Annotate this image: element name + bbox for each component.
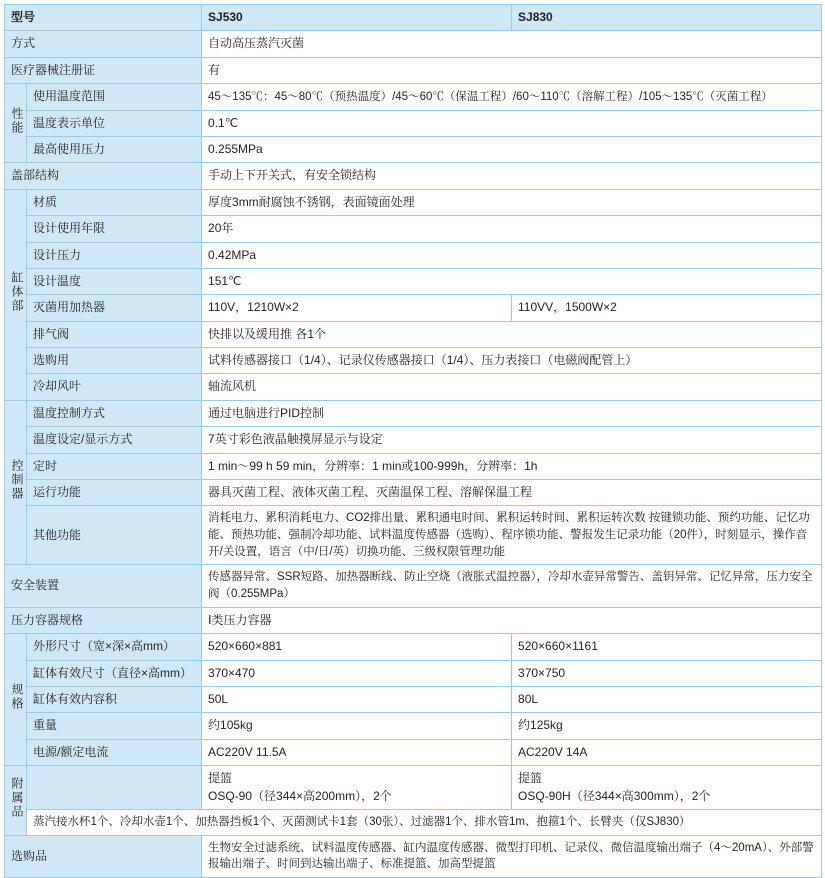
row-value: 试料传感器接口（1/4）、记录仪传感器接口（1/4）、压力表接口（电磁阀配管上） — [202, 348, 822, 374]
header-col-sj830: SJ830 — [512, 5, 822, 31]
row-label: 方式 — [5, 31, 202, 57]
row-value: Ⅰ类压力容器 — [202, 607, 822, 633]
row-value-sj830: 110VV，1500W×2 — [512, 295, 822, 321]
row-value: 快排以及缓用推 各1个 — [202, 321, 822, 347]
table-row — [5, 321, 822, 347]
row-label: 安全装置 — [5, 565, 202, 607]
table-row — [5, 374, 822, 400]
row-label: 冷却风叶 — [27, 374, 202, 400]
table-row — [5, 660, 822, 686]
table-row — [5, 163, 822, 189]
row-value: 器具灭菌工程、液体灭菌工程、灭菌温保工程、溶解保温工程 — [202, 480, 822, 506]
row-value-sj830: AC220V 14A — [512, 739, 822, 765]
row-value: 生物安全过滤系统、试料温度传感器、缸内温度传感器、微型打印机、记录仪、微信温度输出端子（4〜20mA）、外部警报输出端子、时间到达输出端子、标准提篮、加高型提篮 — [202, 835, 822, 877]
row-value: 0.42MPa — [202, 242, 822, 268]
row-label: 使用温度范围 — [27, 84, 202, 110]
row-value: 手动上下开关式，有安全锁结构 — [202, 163, 822, 189]
row-value-sj830: 520×660×1161 — [512, 634, 822, 660]
row-label: 温度控制方式 — [27, 400, 202, 426]
table-row — [5, 136, 822, 162]
row-label: 电源/额定电流 — [27, 739, 202, 765]
group-label-controller: 控制器 — [5, 400, 27, 565]
row-value-sj530: AC220V 11.5A — [202, 739, 512, 765]
row-value-sj830: 370×750 — [512, 660, 822, 686]
table-row — [5, 84, 822, 110]
row-label: 定时 — [27, 453, 202, 479]
row-label: 设计压力 — [27, 242, 202, 268]
table-row — [5, 268, 822, 294]
row-value: 0.1℃ — [202, 110, 822, 136]
row-label: 运行功能 — [27, 480, 202, 506]
row-value: 0.255MPa — [202, 136, 822, 162]
row-value-sj830 — [512, 766, 822, 810]
row-value: 7英寸彩色液晶触摸屏显示与设定 — [202, 427, 822, 453]
row-label: 其他功能 — [27, 506, 202, 565]
table-row — [5, 348, 822, 374]
group-label-chamber: 缸体部 — [5, 189, 27, 400]
row-value-sj830: 约125kg — [512, 713, 822, 739]
table-row — [5, 809, 822, 835]
row-label: 设计温度 — [27, 268, 202, 294]
row-value-sj830: 80L — [512, 686, 822, 712]
row-label: 材质 — [27, 189, 202, 215]
row-label — [27, 766, 202, 810]
header-model-label: 型号 — [5, 5, 202, 31]
table-row — [5, 565, 822, 607]
row-label: 医疗器械注册证 — [5, 57, 202, 83]
row-label: 温度表示单位 — [27, 110, 202, 136]
row-value-sj530: 520×660×881 — [202, 634, 512, 660]
row-value: 20年 — [202, 216, 822, 242]
table-row — [5, 400, 822, 426]
accessory-text-sj530: 提篮 OSQ-90（径344×高200mm），2个 — [208, 771, 392, 803]
row-label: 温度设定/显示方式 — [27, 427, 202, 453]
table-row — [5, 480, 822, 506]
row-label: 设计使用年限 — [27, 216, 202, 242]
row-value: 蒸汽接水杯1个、冷却水壶1个、加热器挡板1个、灭菌测试卡1套（30张）、过滤器1个、排水管1m、抱箍1个、长臂夹（仅SJ830） — [27, 809, 822, 835]
row-value-sj530: 370×470 — [202, 660, 512, 686]
row-value-sj530: 50L — [202, 686, 512, 712]
row-value: 厚度3mm耐腐蚀不锈钢，表面镜面处理 — [202, 189, 822, 215]
row-label: 排气阀 — [27, 321, 202, 347]
table-row — [5, 242, 822, 268]
row-value: 151℃ — [202, 268, 822, 294]
row-label: 选购品 — [5, 835, 202, 877]
table-row — [5, 686, 822, 712]
row-label: 选购用 — [27, 348, 202, 374]
row-value: 轴流风机 — [202, 374, 822, 400]
accessory-text-sj830: 提篮 OSQ-90H（径344×高300mm），2个 — [518, 771, 711, 803]
table-row — [5, 713, 822, 739]
row-value: 有 — [202, 57, 822, 83]
row-label: 盖部结构 — [5, 163, 202, 189]
table-row — [5, 835, 822, 877]
table-header-row — [5, 5, 822, 31]
table-row — [5, 607, 822, 633]
specification-table — [4, 4, 822, 878]
table-row — [5, 427, 822, 453]
row-label: 缸体有效内容积 — [27, 686, 202, 712]
row-value-sj530: 110V，1210W×2 — [202, 295, 512, 321]
group-label-accessories: 附属品 — [5, 766, 27, 835]
row-label: 重量 — [27, 713, 202, 739]
table-row — [5, 216, 822, 242]
group-label-specs: 规格 — [5, 634, 27, 766]
row-value: 1 min〜99 h 59 min，分辨率：1 min或100-999h，分辨率：1h — [202, 453, 822, 479]
header-col-sj530: SJ530 — [202, 5, 512, 31]
row-label: 缸体有效尺寸（直径×高mm） — [27, 660, 202, 686]
row-label: 灭菌用加热器 — [27, 295, 202, 321]
table-row — [5, 295, 822, 321]
table-row — [5, 189, 822, 215]
table-row — [5, 31, 822, 57]
row-value-sj530: 约105kg — [202, 713, 512, 739]
table-row — [5, 739, 822, 765]
row-label: 压力容器规格 — [5, 607, 202, 633]
row-label: 外形尺寸（宽×深×高mm） — [27, 634, 202, 660]
table-row — [5, 506, 822, 565]
row-value: 传感器异常、SSR短路、加热器断线、防止空烧（液胀式温控器），冷却水壶异常警告、盖钥异常、记忆异常，压力安全阀（0.255MPa） — [202, 565, 822, 607]
row-label: 最高使用压力 — [27, 136, 202, 162]
table-row — [5, 57, 822, 83]
row-value: 通过电脑进行PID控制 — [202, 400, 822, 426]
row-value-sj530 — [202, 766, 512, 810]
table-row — [5, 634, 822, 660]
table-row — [5, 766, 822, 810]
table-row — [5, 110, 822, 136]
table-row — [5, 453, 822, 479]
row-value: 自动高压蒸汽灭菌 — [202, 31, 822, 57]
row-value: 45〜135℃：45〜80℃（预热温度）/45〜60℃（保温工程）/60〜110℃（溶解工程）/105〜135℃（灭菌工程） — [202, 84, 822, 110]
row-value: 消耗电力、累积消耗电力、CO2排出量、累积通电时间、累积运转时间、累积运转次数 按键锁功能、预约功能、记忆功能、预热功能、强制冷却功能、试料温度传感器（选购）、程序锁功能、警报发生记录功能（20件），时刻显示，操作音开/关设置，语言（中/日/英）切换功能、三级权限管理功能 — [202, 506, 822, 565]
group-label-performance: 性能 — [5, 84, 27, 163]
